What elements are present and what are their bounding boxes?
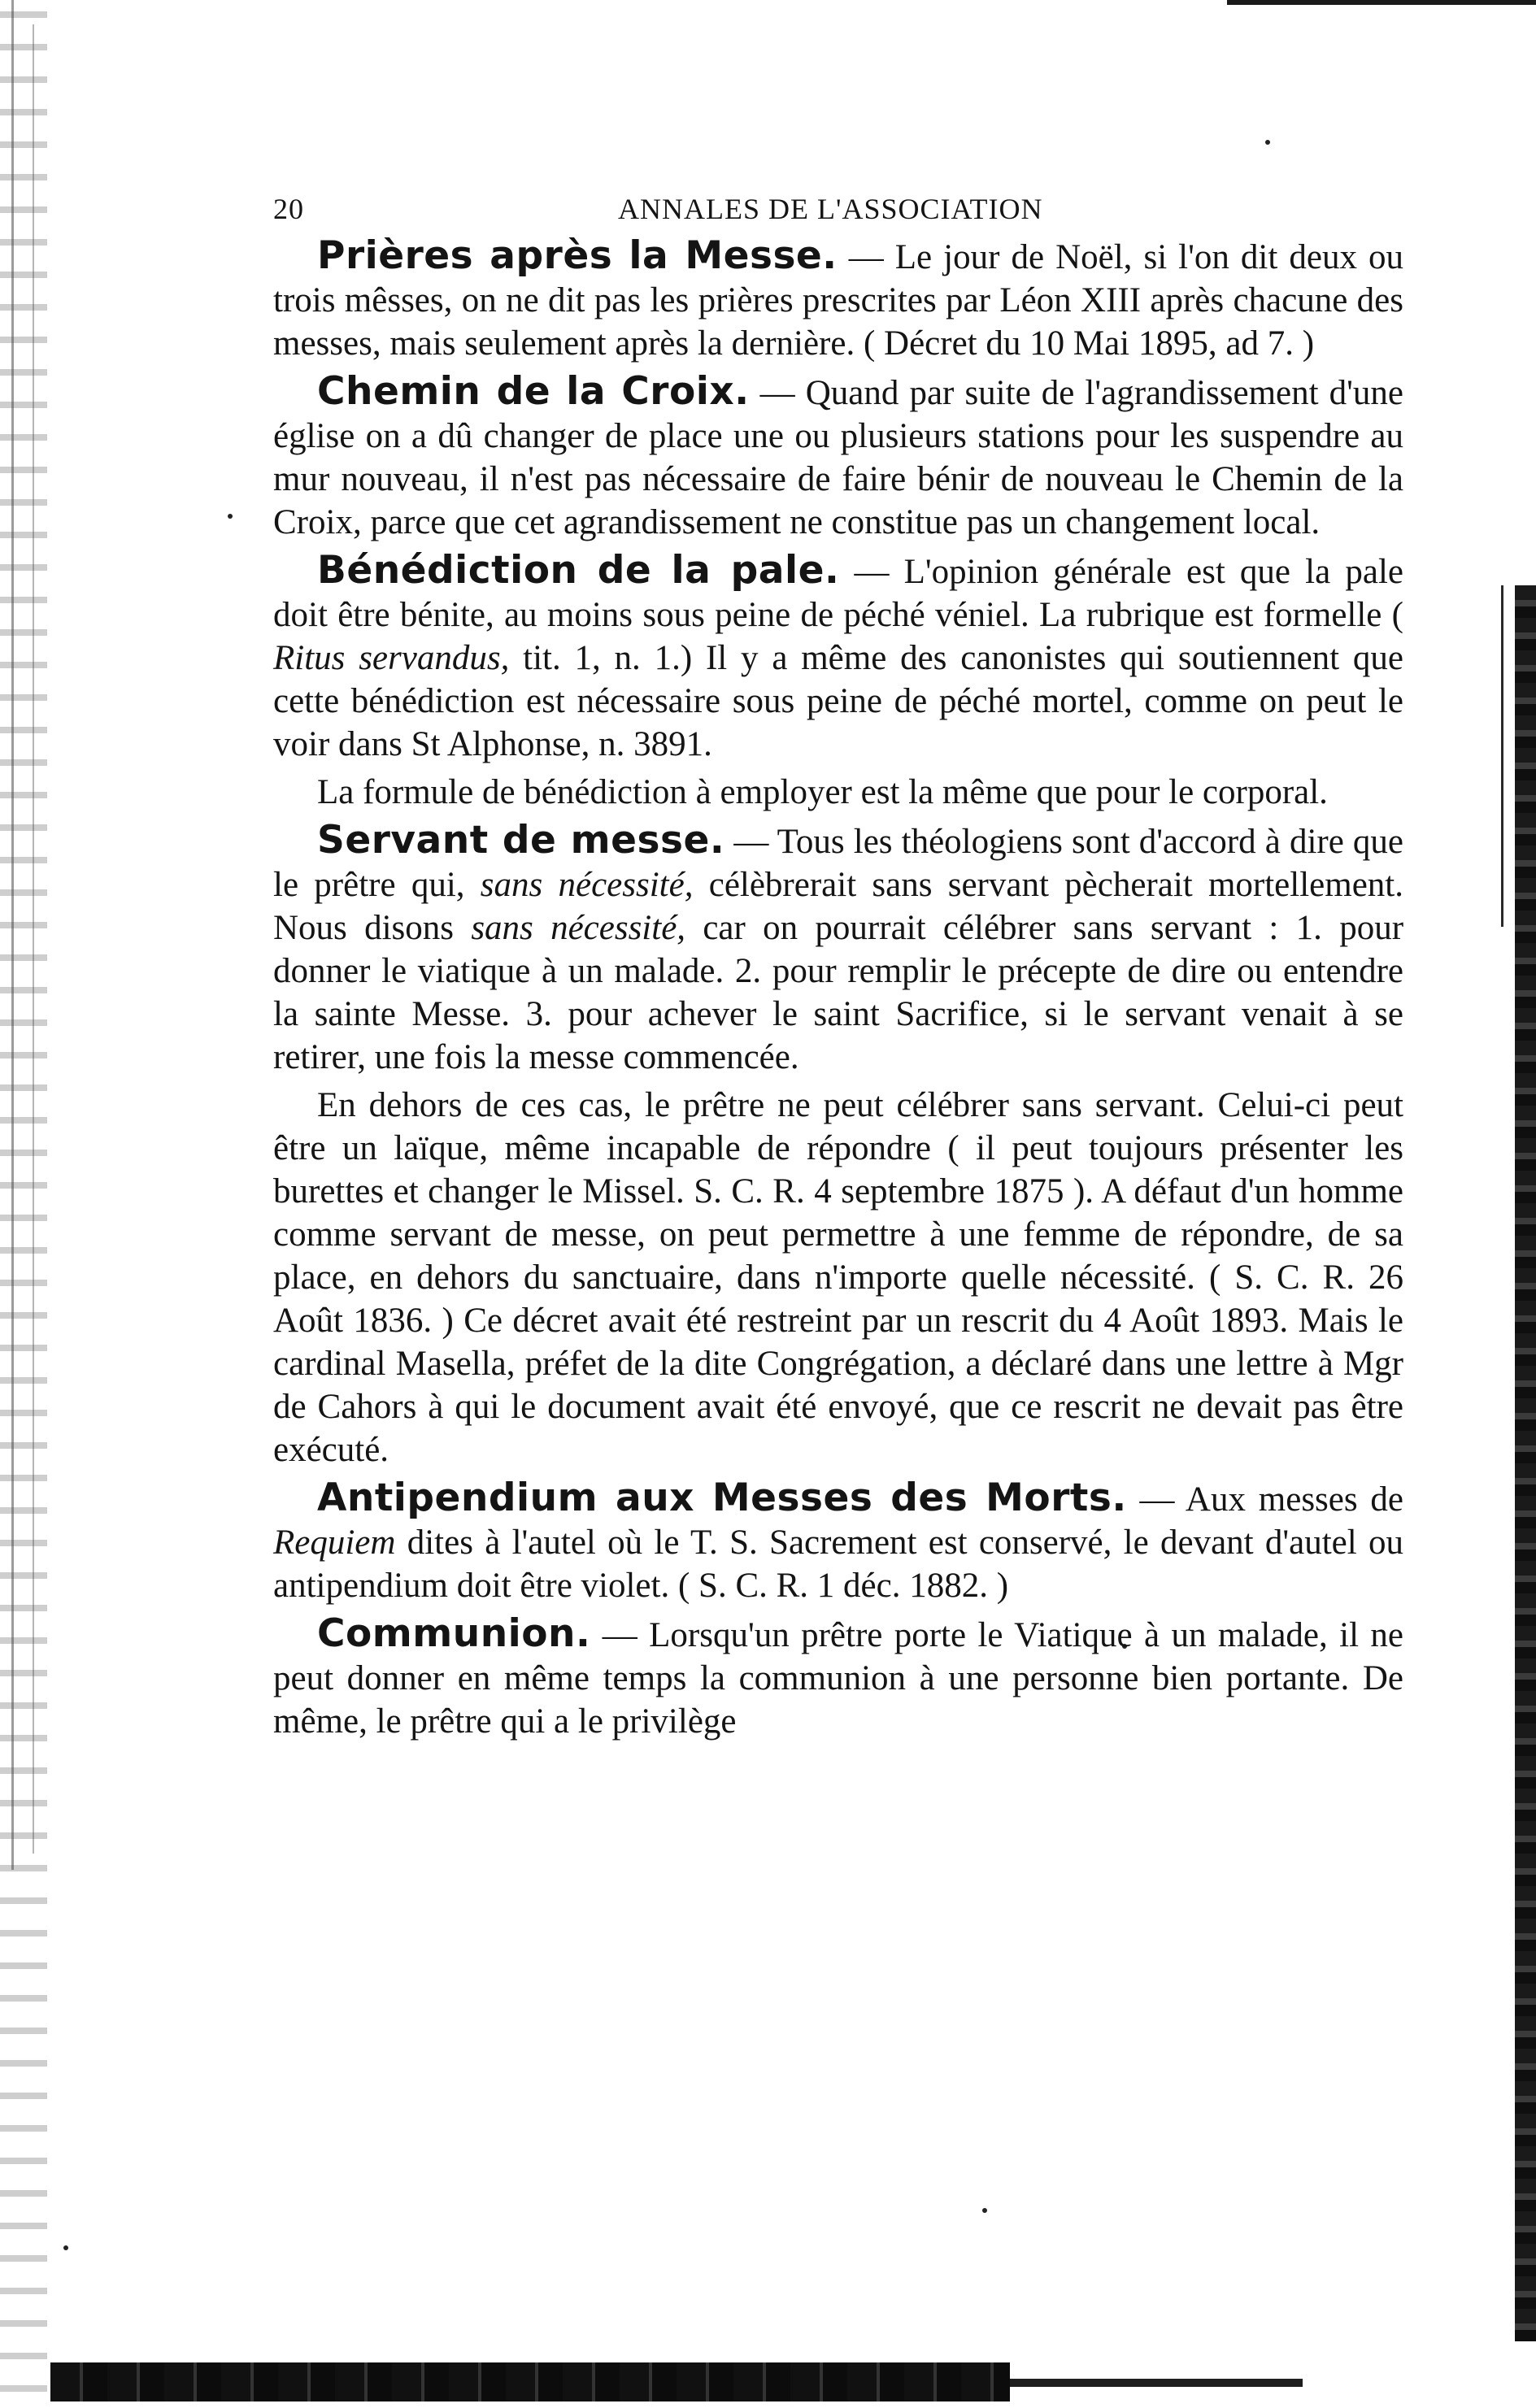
- entry-paragraph: [273, 1476, 1403, 1607]
- scan-edge-top: [1227, 0, 1536, 5]
- italic-text: sans nécessité,: [480, 866, 694, 904]
- entry-paragraph: [273, 1612, 1403, 1743]
- scan-edge-bottom-tail: [1010, 2379, 1303, 2387]
- entry-paragraph: [273, 234, 1403, 365]
- running-head: [273, 192, 1403, 234]
- italic-text: Requiem: [273, 1523, 396, 1562]
- continuation-paragraph: [273, 771, 1403, 814]
- body-text: La formule de bénédiction à employer est la même que pour le corporal.: [317, 773, 1328, 811]
- scan-speck: [982, 2208, 987, 2213]
- entry-heading: Prières après la Messe.: [317, 233, 838, 278]
- scan-speck: [63, 2245, 68, 2250]
- scan-edge-bottom: [50, 2362, 1010, 2401]
- body-text: — Aux messes de: [1126, 1480, 1403, 1519]
- entry-heading: Chemin de la Croix.: [317, 369, 750, 414]
- body-text: célèbrerait sans servant pècherait mortellement. Nous disons: [273, 866, 1403, 947]
- italic-text: sans nécessité,: [471, 909, 686, 947]
- entry-heading: Bénédiction de la pale.: [317, 548, 840, 593]
- body-text: — Quand par suite de l'agrandissement d'une église on a dû changer de place une ou plusieurs stations pour les suspendre au mur nouveau, il n'est pas nécessaire de faire bénir de nouveau le Chemin de la Croix, parce que cet agrandissement ne constitue pas un changement local.: [273, 374, 1403, 541]
- scan-speck: [228, 514, 233, 519]
- page-number: 20: [273, 193, 304, 225]
- entry-heading: Servant de messe.: [317, 818, 725, 863]
- body-text: — Tous les théologiens sont d'accord à dire que le prêtre qui,: [273, 823, 1403, 904]
- entry-paragraph: [273, 370, 1403, 544]
- running-title: ANNALES DE L'ASSOCIATION: [618, 193, 1043, 225]
- scan-edge-right-line: [1501, 585, 1503, 927]
- italic-text: Ritus servandus,: [273, 639, 510, 677]
- body-text: En dehors de ces cas, le prêtre ne peut célébrer sans servant. Celui-ci peut être un laïque, même incapable de répondre ( il peut toujours présenter les burettes et changer le Missel. S. C. R. 4 septembre 1875 ). A défaut d'un homme comme servant de messe, on peut permettre à une femme de répondre, de sa place, en dehors du sanctuaire, dans n'importe quelle nécessité. ( S. C. R. 26 Août 1836. ) Ce décret avait été restreint par un rescrit du 4 Août 1893. Mais le cardinal Masella, préfet de la dite Congrégation, a déclaré dans une lettre à Mgr de Cahors à qui le document avait été envoyé, que ce rescrit ne devait pas être exécuté.: [273, 1086, 1403, 1469]
- scan-edge-right: [1515, 585, 1536, 2341]
- page-body: [273, 234, 1403, 1743]
- body-text: — L'opinion générale est que la pale doit être bénite, au moins sous peine de péché véniel. La rubrique est formelle (: [273, 553, 1403, 634]
- scan-edge-left: [0, 0, 47, 2408]
- entry-heading: Communion.: [317, 1611, 591, 1656]
- book-page: [273, 192, 1403, 1743]
- scan-edge-left-line: [33, 24, 34, 1854]
- body-text: — Le jour de Noël, si l'on dit deux ou trois mêsses, on ne dit pas les prières prescrites par Léon XIII après chacune des messes, mais seulement après la dernière. ( Décret du 10 Mai 1895, ad 7. ): [273, 238, 1403, 363]
- continuation-paragraph: [273, 1084, 1403, 1471]
- entry-paragraph: [273, 819, 1403, 1079]
- body-text: dites à l'autel où le T. S. Sacrement est conservé, le devant d'autel ou antipendium doit être violet. ( S. C. R. 1 déc. 1882. ): [273, 1523, 1403, 1605]
- entry-heading: Antipendium aux Messes des Morts.: [317, 1476, 1127, 1520]
- scan-speck: [1265, 140, 1270, 145]
- body-text: tit. 1, n. 1.) Il y a même des canonistes qui soutiennent que cette bénédiction est nécessaire sous peine de péché mortel, comme on peut le voir dans St Alphonse, n. 3891.: [273, 639, 1403, 763]
- body-text: car on pourrait célébrer sans servant : 1. pour donner le viatique à un malade. 2. pour remplir le précepte de dire ou entendre la sainte Messe. 3. pour achever le saint Sacrifice, si le servant venait à se retirer, une fois la messe commencée.: [273, 909, 1404, 1076]
- scan-edge-left-line: [11, 0, 14, 1870]
- body-text: — Lorsqu'un prêtre porte le Viatique à un malade, il ne peut donner en même temps la communion à une personne bien portante. De même, le prêtre qui a le privilège: [273, 1616, 1403, 1741]
- entry-paragraph: [273, 549, 1403, 766]
